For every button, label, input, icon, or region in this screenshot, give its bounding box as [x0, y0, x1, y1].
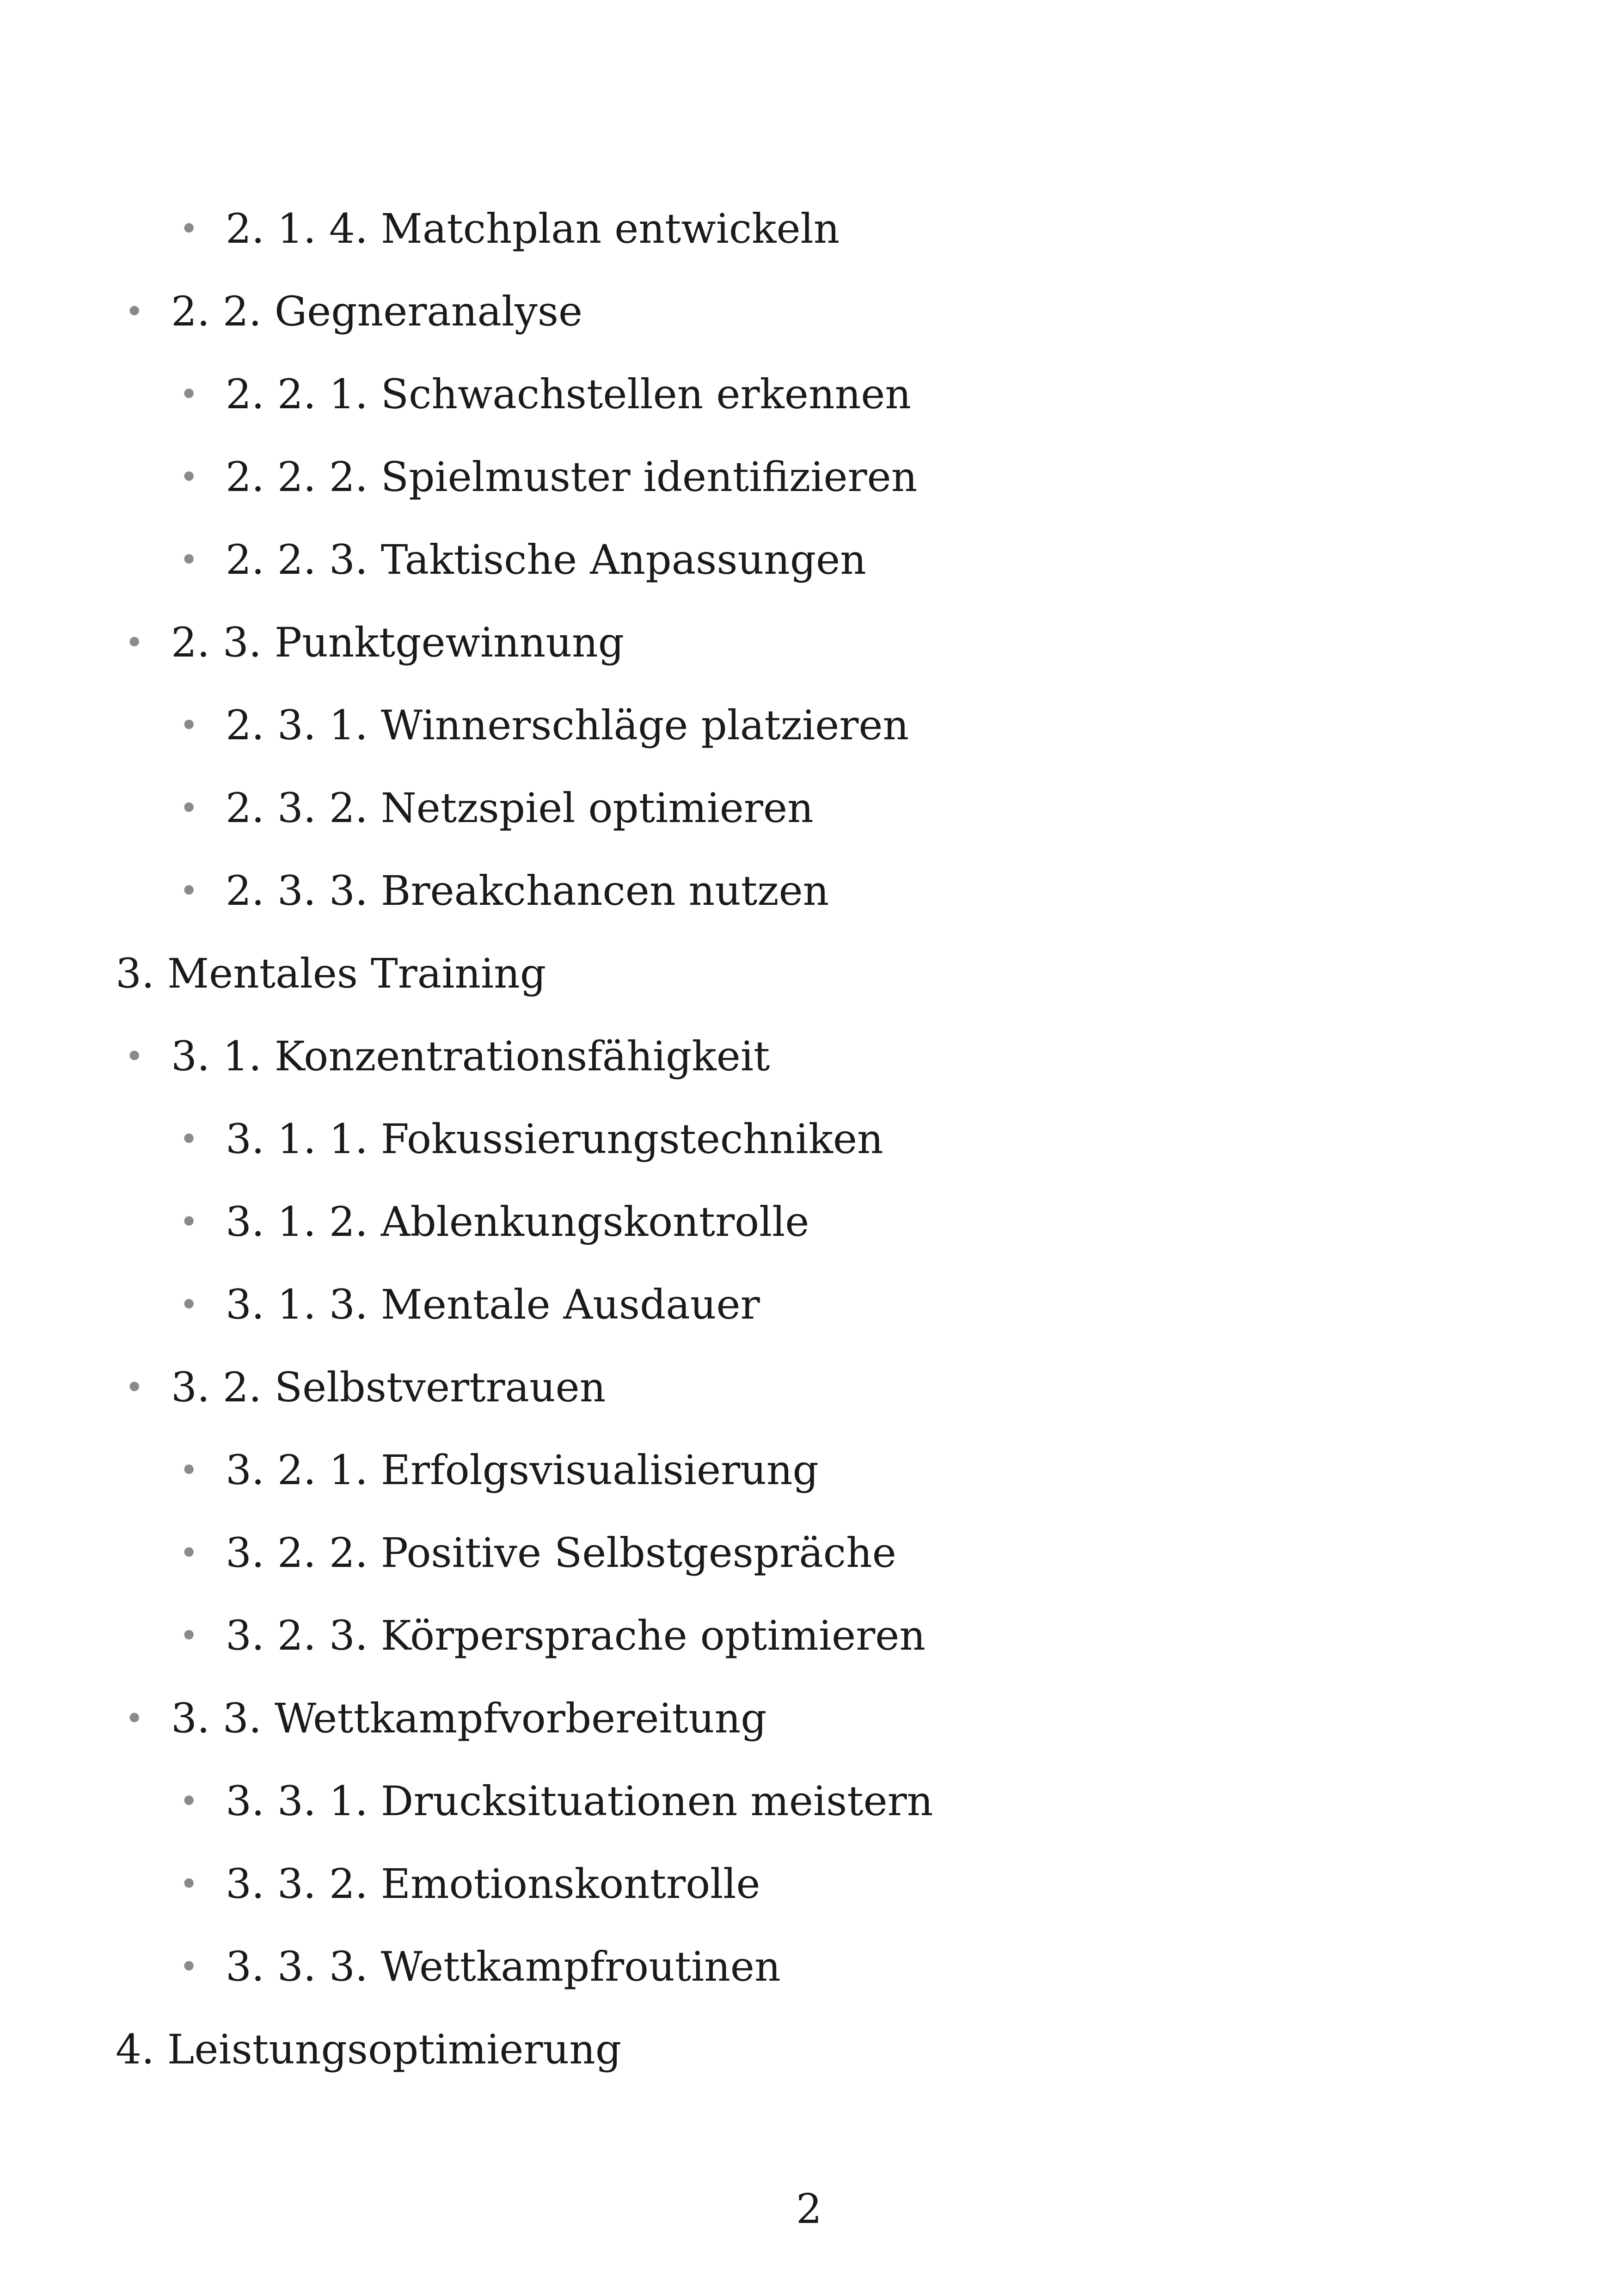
toc-entry [125, 619, 625, 666]
bullet-dot-icon: • [179, 789, 199, 827]
toc-entry [179, 1860, 760, 1908]
toc-entry [125, 1363, 606, 1411]
bullet-dot-icon: • [179, 1865, 199, 1903]
toc-entry [179, 1198, 809, 1246]
toc-entry [179, 536, 866, 583]
toc-entry [116, 2026, 621, 2073]
bullet-dot-icon: • [179, 1782, 199, 1820]
toc-entry-label: 2. 3. Punktgewinnung [171, 619, 625, 666]
toc-entry [116, 951, 546, 997]
toc-entry-label: 4. Leistungsoptimierung [116, 2026, 622, 2073]
toc-entry-label: 2. 1. 4. Matchplan entwickeln [226, 205, 840, 252]
bullet-dot-icon: • [125, 1037, 144, 1075]
toc-entry [125, 288, 583, 335]
toc-entry [179, 1446, 819, 1494]
bullet-dot-icon: • [179, 458, 199, 496]
bullet-dot-icon: • [179, 1203, 199, 1241]
toc-entry [179, 1115, 883, 1163]
toc-entry [179, 1777, 933, 1825]
toc-entry [179, 701, 909, 749]
bullet-dot-icon: • [179, 1451, 199, 1489]
toc-entry [179, 784, 814, 832]
toc-entry-label: 3. 1. Konzentrationsfähigkeit [171, 1032, 770, 1080]
toc-entry-label: 2. 3. 2. Netzspiel optimieren [226, 784, 814, 832]
toc-entry [179, 1281, 760, 1328]
toc-entry [179, 1529, 896, 1577]
toc-entry-label: 3. 1. 2. Ablenkungskontrolle [226, 1198, 809, 1246]
toc-entry [179, 453, 918, 501]
bullet-dot-icon: • [179, 1120, 199, 1158]
toc-entry [179, 867, 829, 915]
bullet-dot-icon: • [179, 872, 199, 910]
bullet-dot-icon: • [179, 375, 199, 413]
toc-entry [125, 1694, 767, 1742]
toc-entry-label: 2. 2. 2. Spielmuster identifizieren [226, 453, 918, 501]
toc-entry-label: 3. 3. Wettkampfvorbereitung [171, 1694, 767, 1742]
toc-entry-label: 3. 1. 1. Fokussierungstechniken [226, 1115, 883, 1163]
bullet-dot-icon: • [179, 541, 199, 579]
toc-entry-label: 3. 2. 2. Positive Selbstgespräche [226, 1529, 896, 1577]
bullet-dot-icon: • [179, 1534, 199, 1572]
toc-entry-label: 2. 2. 3. Taktische Anpassungen [226, 536, 866, 583]
bullet-dot-icon: • [179, 1948, 199, 1986]
toc-entry-label: 2. 3. 3. Breakchancen nutzen [226, 867, 829, 915]
toc-entry [179, 205, 840, 252]
bullet-dot-icon: • [125, 1369, 144, 1406]
toc-entry-label: 3. 3. 3. Wettkampfroutinen [226, 1943, 781, 1990]
toc-entry-label: 2. 2. 1. Schwachstellen erkennen [226, 370, 912, 418]
bullet-dot-icon: • [179, 1617, 199, 1655]
toc-entry [179, 370, 912, 418]
toc-entry-label: 2. 2. Gegneranalyse [171, 288, 583, 335]
toc-entry [179, 1943, 781, 1990]
toc-entry-label: 3. 3. 2. Emotionskontrolle [226, 1860, 760, 1908]
toc-entry-label: 3. 2. Selbstvertrauen [171, 1363, 606, 1411]
toc-entry [125, 1032, 770, 1080]
toc-entry-label: 3. Mentales Training [116, 950, 546, 997]
toc-entry-label: 3. 2. 3. Körpersprache optimieren [226, 1612, 926, 1659]
toc-entry-label: 3. 2. 1. Erfolgsvisualisierung [226, 1446, 819, 1494]
toc-entry-label: 3. 3. 1. Drucksituationen meistern [226, 1777, 933, 1825]
bullet-dot-icon: • [125, 293, 144, 331]
bullet-dot-icon: • [125, 624, 144, 662]
bullet-dot-icon: • [179, 1286, 199, 1324]
page-number: 2 [796, 2185, 822, 2233]
toc-entry [179, 1612, 926, 1659]
bullet-dot-icon: • [125, 1700, 144, 1737]
toc-entry-label: 3. 1. 3. Mentale Ausdauer [226, 1281, 760, 1328]
bullet-dot-icon: • [179, 210, 199, 248]
bullet-dot-icon: • [179, 706, 199, 744]
toc-entry-label: 2. 3. 1. Winnerschläge platzieren [226, 701, 909, 749]
